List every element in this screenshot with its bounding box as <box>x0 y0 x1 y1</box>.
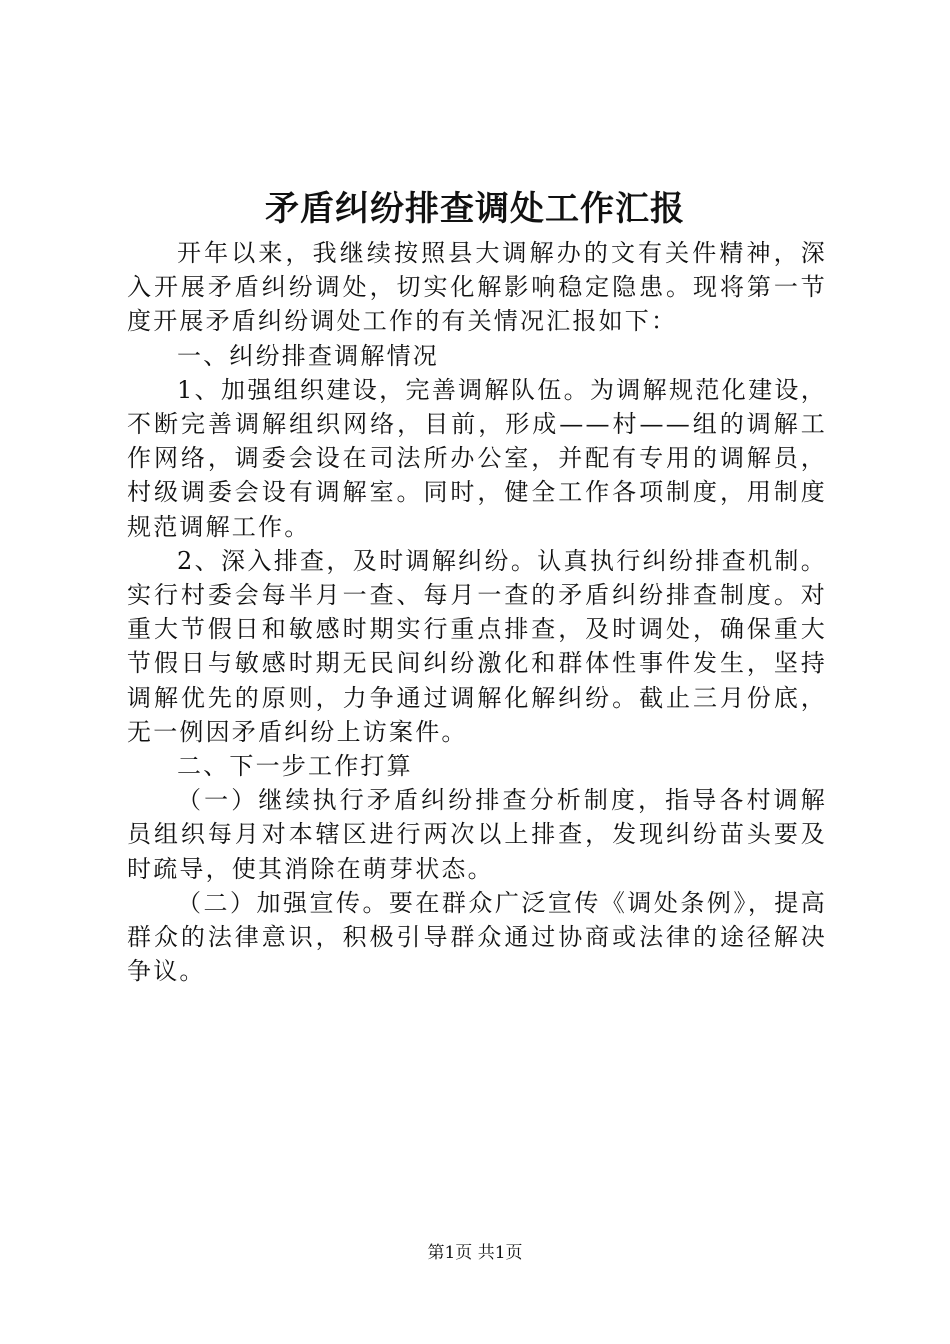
item-paragraph-1: 1、加强组织建设，完善调解队伍。为调解规范化建设，不断完善调解组织网络，目前，形成——村——组的调解工作网络，调委会设在司法所办公室，并配有专用的调解员，村级调委会设有调解室。同时，健全工作各项制度，用制度规范调解工作。 <box>127 375 827 541</box>
page-footer: 第1页 共1页 <box>427 1243 523 1263</box>
plan-paragraph-1: （一）继续执行矛盾纠纷排查分析制度，指导各村调解员组织每月对本辖区进行两次以上排查，发现纠纷苗头要及时疏导，使其消除在萌芽状态。 <box>127 786 827 883</box>
document-body <box>127 236 827 988</box>
section-heading-1: 一、纠纷排查调解情况 <box>177 341 439 370</box>
item-paragraph-2: 2、深入排查，及时调解纠纷。认真执行纠纷排查机制。实行村委会每半月一查、每月一查的矛盾纠纷排查制度。对重大节假日和敏感时期实行重点排查，及时调处，确保重大节假日与敏感时期无民间纠纷激化和群体性事件发生，坚持调解优先的原则，力争通过调解化解纠纷。截止三月份底，无一例因矛盾纠纷上访案件。 <box>127 546 827 746</box>
intro-paragraph: 开年以来，我继续按照县大调解办的文有关件精神，深入开展矛盾纠纷调处，切实化解影响稳定隐患。现将第一节度开展矛盾纠纷调处工作的有关情况汇报如下： <box>127 239 827 336</box>
section-heading-2: 二、下一步工作打算 <box>177 752 413 781</box>
document-title: 矛盾纠纷排查调处工作汇报 <box>265 189 685 229</box>
plan-paragraph-2: （二）加强宣传。要在群众广泛宣传《调处条例》，提高群众的法律意识，积极引导群众通过协商或法律的途径解决争议。 <box>127 888 827 986</box>
